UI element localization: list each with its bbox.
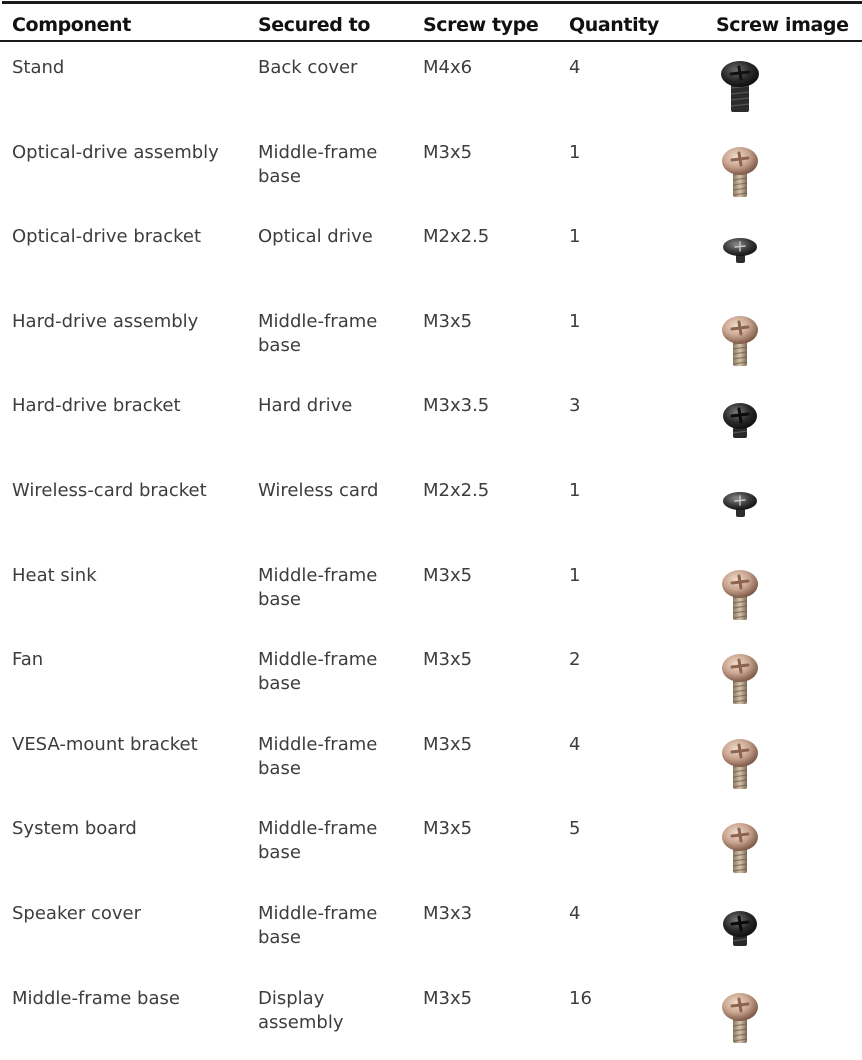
quantity-cell: 2 xyxy=(569,649,581,671)
quantity-cell: 1 xyxy=(569,564,581,586)
secured-to-cell: Middle-frame base xyxy=(258,141,378,187)
quantity-cell: 1 xyxy=(569,226,581,248)
quantity-cell: 1 xyxy=(569,480,581,501)
bronze-screw-icon xyxy=(716,312,764,370)
screw-type-cell: M3x3 xyxy=(423,903,473,924)
quantity-cell: 5 xyxy=(569,818,581,840)
screw-type-cell: M3x3.5 xyxy=(423,395,490,417)
header-quantity: Quantity xyxy=(569,14,659,36)
component-cell: Speaker cover xyxy=(12,903,141,924)
secured-to-cell: Display assembly xyxy=(258,987,344,1033)
black-screw-long-icon xyxy=(716,58,764,116)
screw-type-cell: M3x5 xyxy=(423,987,473,1009)
component-cell: Optical-drive bracket xyxy=(12,226,202,248)
screw-type-cell: M3x5 xyxy=(423,310,473,332)
black-screw-short-icon xyxy=(716,904,764,962)
component-cell: Hard-drive assembly xyxy=(12,310,199,332)
screw-type-cell: M3x5 xyxy=(423,818,473,840)
table-row xyxy=(0,550,862,637)
component-cell: Wireless-card bracket xyxy=(12,480,207,501)
secured-to-cell: Middle-frame base xyxy=(258,903,378,948)
secured-to-cell: Middle-frame base xyxy=(258,818,378,864)
quantity-cell: 4 xyxy=(569,57,581,78)
secured-to-cell: Middle-frame base xyxy=(258,649,378,695)
component-cell: Hard-drive bracket xyxy=(12,395,181,417)
component-cell: Optical-drive assembly xyxy=(12,141,219,163)
header-screw-type: Screw type xyxy=(423,14,539,36)
secured-to-cell: Hard drive xyxy=(258,395,353,417)
screw-type-cell: M3x5 xyxy=(423,733,473,755)
screw-type-cell: M3x5 xyxy=(423,649,473,671)
bronze-screw-icon xyxy=(716,819,764,877)
table-row xyxy=(0,42,862,129)
header-secured-to: Secured to xyxy=(258,14,370,36)
header-component: Component xyxy=(12,14,131,36)
bronze-screw-icon xyxy=(716,143,764,201)
table-row xyxy=(0,211,862,298)
table-row xyxy=(0,465,862,552)
table-header xyxy=(0,4,862,42)
table-row xyxy=(0,888,862,975)
screw-type-cell: M4x6 xyxy=(423,57,473,78)
secured-to-cell: Back cover xyxy=(258,57,358,78)
component-cell: Middle-frame base xyxy=(12,987,180,1009)
black-screw-short-icon xyxy=(716,396,764,454)
screw-type-cell: M2x2.5 xyxy=(423,226,490,248)
bronze-screw-icon xyxy=(716,989,764,1047)
table-row xyxy=(0,803,862,890)
table-row xyxy=(0,127,862,214)
secured-to-cell: Middle-frame base xyxy=(258,733,378,779)
secured-to-cell: Middle-frame base xyxy=(258,310,378,356)
quantity-cell: 1 xyxy=(569,310,581,332)
quantity-cell: 4 xyxy=(569,903,581,924)
black-flat-screw-icon xyxy=(716,481,764,539)
quantity-cell: 1 xyxy=(569,141,581,163)
secured-to-cell: Optical drive xyxy=(258,226,373,248)
quantity-cell: 3 xyxy=(569,395,581,417)
bronze-screw-icon xyxy=(716,735,764,793)
bronze-screw-icon xyxy=(716,650,764,708)
component-cell: VESA-mount bracket xyxy=(12,733,198,755)
table-row xyxy=(0,973,862,1060)
screw-type-cell: M2x2.5 xyxy=(423,480,490,501)
table-row xyxy=(0,296,862,383)
secured-to-cell: Middle-frame base xyxy=(258,564,378,610)
table-row xyxy=(0,719,862,806)
table-row xyxy=(0,634,862,721)
quantity-cell: 16 xyxy=(569,987,592,1009)
header-screw-image: Screw image xyxy=(716,14,849,36)
component-cell: Heat sink xyxy=(12,564,97,586)
black-flat-screw-icon xyxy=(716,227,764,285)
quantity-cell: 4 xyxy=(569,733,581,755)
screw-type-cell: M3x5 xyxy=(423,141,473,163)
screw-type-cell: M3x5 xyxy=(423,564,473,586)
table-row xyxy=(0,380,862,467)
component-cell: Stand xyxy=(12,57,65,78)
component-cell: Fan xyxy=(12,649,44,671)
secured-to-cell: Wireless card xyxy=(258,480,379,501)
component-cell: System board xyxy=(12,818,137,840)
bronze-screw-icon xyxy=(716,566,764,624)
